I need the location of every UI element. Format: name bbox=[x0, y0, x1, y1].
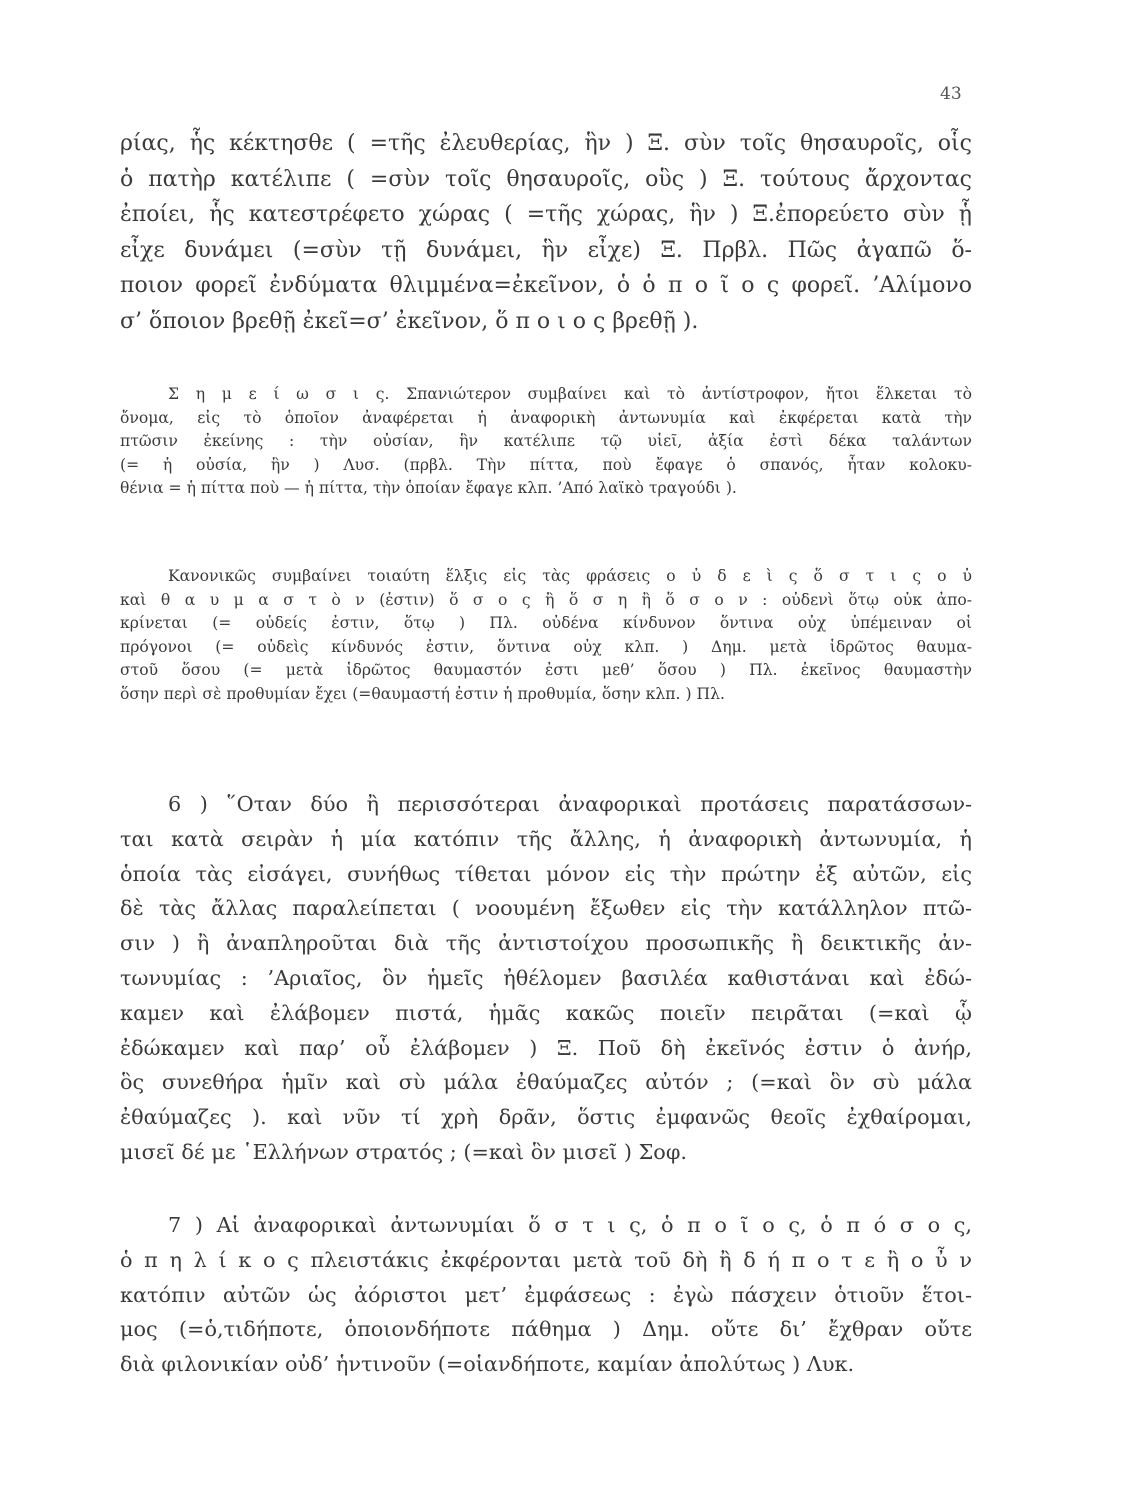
text-line: σ’ ὅποιον βρεθῇ ἐκεῖ=σ’ ἐκεῖνον, ὅ π ο ι ο ς βρεθῇ ). bbox=[120, 308, 699, 334]
text-line: ὃς συνεθήρα ἡμῖν καὶ σὺ μάλα ἐθαύμαζες αὐτόν ; (=καὶ ὃν σὺ μάλα bbox=[120, 1070, 972, 1095]
text-line: ὄνομα, εἰς τὸ ὁποῖον ἀναφέρεται ἡ ἀναφορικὴ ἀντωνυμία καὶ ἐκφέρεται κατὰ τὴν bbox=[120, 408, 972, 427]
text-line: Κανονικῶς συμβαίνει τοιαύτη ἕλξις εἰς τὰς φράσεις ο ὐ δ ε ὶ ς ὅ σ τ ι ς ο ὐ bbox=[168, 567, 972, 585]
text-line: ἐδώκαμεν καὶ παρ’ οὗ ἐλάβομεν ) Ξ. Ποῦ δὴ ἐκεῖνός ἐστιν ὁ ἀνήρ, bbox=[120, 1035, 972, 1060]
attraction-paragraph bbox=[120, 565, 972, 706]
text-line: στοῦ ὅσου (= μετὰ ἱδρῶτος θαυμαστόν ἐστι μεθ’ ὅσου ) Πλ. ἐκεῖνος θαυμαστὴν bbox=[120, 661, 972, 679]
section-7-paragraph bbox=[120, 1208, 972, 1382]
text-line: κρίνεται (= οὐδείς ἐστιν, ὅτῳ ) Πλ. οὐδένα κίνδυνον ὅντινα οὐχ ὑπέμειναν οἱ bbox=[120, 614, 972, 632]
text-line: Σ η μ ε ί ω σ ι ς. Σπανιώτερον συμβαίνει καὶ τὸ ἀντίστροφον, ἤτοι ἕλκεται τὸ bbox=[168, 385, 972, 403]
page-number: 43 bbox=[940, 84, 962, 104]
text-line: πρόγονοι (= οὐδεὶς κίνδυνός ἐστιν, ὅντινα οὐχ κλπ. ) Δημ. μετὰ ἱδρῶτος θαυμα- bbox=[120, 637, 972, 656]
text-line: ποιον φορεῖ ἐνδύματα θλιμμένα=ἐκεῖνον, ὁ ὁ π ο ῖ ο ς φορεῖ. ’Αλίμονο bbox=[120, 273, 972, 298]
text-line: καμεν καὶ ἐλάβομεν πιστά, ἡμᾶς κακῶς ποιεῖν πειρᾶται (=καὶ ᾧ bbox=[120, 1000, 972, 1025]
text-line: δὲ τὰς ἄλλας παραλείπεται ( νοουμένη ἔξωθεν εἰς τὴν κατάλληλον πτῶ- bbox=[120, 896, 972, 921]
text-line: ἐποίει, ἧς κατεστρέφετο χώρας ( =τῆς χώρας, ἣν ) Ξ.ἐπορεύετο σὺν ᾗ bbox=[120, 202, 972, 227]
text-line: ὁποία τὰς εἰσάγει, συνήθως τίθεται μόνον εἰς τὴν πρώτην ἐξ αὐτῶν, εἰς bbox=[120, 861, 972, 886]
text-line: μισεῖ δέ με ῾Ελλήνων στρατός ; (=καὶ ὃν μισεῖ ) Σοφ. bbox=[120, 1139, 687, 1164]
note-paragraph bbox=[120, 383, 972, 501]
text-line: τωνυμίας : ’Αριαῖος, ὃν ἡμεῖς ἠθέλομεν βασιλέα καθιστάναι καὶ ἐδώ- bbox=[120, 965, 972, 990]
text-line: καὶ θ α υ μ α σ τ ὸ ν (ἐστιν) ὅ σ ο ς ἢ ὅ σ η ἢ ὅ σ ο ν : οὐδενὶ ὅτῳ οὐκ ἀπο- bbox=[120, 590, 972, 609]
section-6-paragraph bbox=[120, 787, 972, 1170]
text-line: ὁ πατὴρ κατέλιπε ( =σὺν τοῖς θησαυροῖς, οὓς ) Ξ. τούτους ἄρχοντας bbox=[120, 166, 972, 192]
text-line: θένια = ἡ πίττα ποὺ — ἡ πίττα, τὴν ὁποίαν ἔφαγε κλπ. ’Από λαϊκὸ τραγούδι ). bbox=[120, 479, 737, 497]
text-line: εἶχε δυνάμει (=σὺν τῇ δυνάμει, ἣν εἶχε) Ξ. Πρβλ. Πῶς ἀγαπῶ ὅ- bbox=[120, 237, 972, 263]
text-line: ὁ π η λ ί κ ο ς πλειστάκις ἐκφέρονται μετὰ τοῦ δὴ ἢ δ ή π ο τ ε ἢ ο ὖ ν bbox=[120, 1247, 972, 1272]
text-line: σιν ) ἢ ἀναπληροῦται διὰ τῆς ἀντιστοίχου προσωπικῆς ἢ δεικτικῆς ἀν- bbox=[120, 931, 972, 956]
text-line: διὰ φιλονικίαν οὐδ’ ἡντινοῦν (=οἱανδήποτε, καμίαν ἀπολύτως ) Λυκ. bbox=[120, 1352, 855, 1377]
text-line: ρίας, ἧς κέκτησθε ( =τῆς ἐλευθερίας, ἣν ) Ξ. σὺν τοῖς θησαυροῖς, οἷς bbox=[120, 131, 972, 156]
text-line: πτῶσιν ἐκείνης : τὴν οὐσίαν, ἣν κατέλιπε τῷ υἱεῖ, ἀξία ἐστὶ δέκα ταλάντων bbox=[120, 432, 972, 450]
text-line: ται κατὰ σειρὰν ἡ μία κατόπιν τῆς ἄλλης, ἡ ἀναφορικὴ ἀντωνυμία, ἡ bbox=[120, 826, 972, 851]
paragraph-examples-continued bbox=[120, 126, 972, 339]
text-line: 7 ) Αἱ ἀναφορικαὶ ἀντωνυμίαι ὅ σ τ ι ς, ὁ π ο ῖ ο ς, ὁ π ό σ ο ς, bbox=[168, 1213, 972, 1237]
text-line: μος (=ὁ,τιδήποτε, ὁποιονδήποτε πάθημα ) Δημ. οὔτε δι’ ἔχθραν οὔτε bbox=[120, 1317, 972, 1342]
text-line: (= ἡ οὐσία, ἣν ) Λυσ. (πρβλ. Τὴν πίττα, ποὺ ἔφαγε ὁ σπανός, ἦταν κολοκυ- bbox=[120, 455, 972, 474]
text-line: ἐθαύμαζες ). καὶ νῦν τί χρὴ δρᾶν, ὅστις ἐμφανῶς θεοῖς ἐχθαίρομαι, bbox=[120, 1105, 972, 1130]
text-line: ὅσην περὶ σὲ προθυμίαν ἔχει (=θαυμαστή ἐστιν ἡ προθυμία, ὅσην κλπ. ) Πλ. bbox=[120, 684, 725, 703]
text-line: κατόπιν αὐτῶν ὡς ἀόριστοι μετ’ ἐμφάσεως : ἐγὼ πάσχειν ὁτιοῦν ἕτοι- bbox=[120, 1282, 972, 1307]
text-line: 6 ) ῞Οταν δύο ἢ περισσότεραι ἀναφορικαὶ προτάσεις παρατάσσων- bbox=[168, 792, 972, 816]
